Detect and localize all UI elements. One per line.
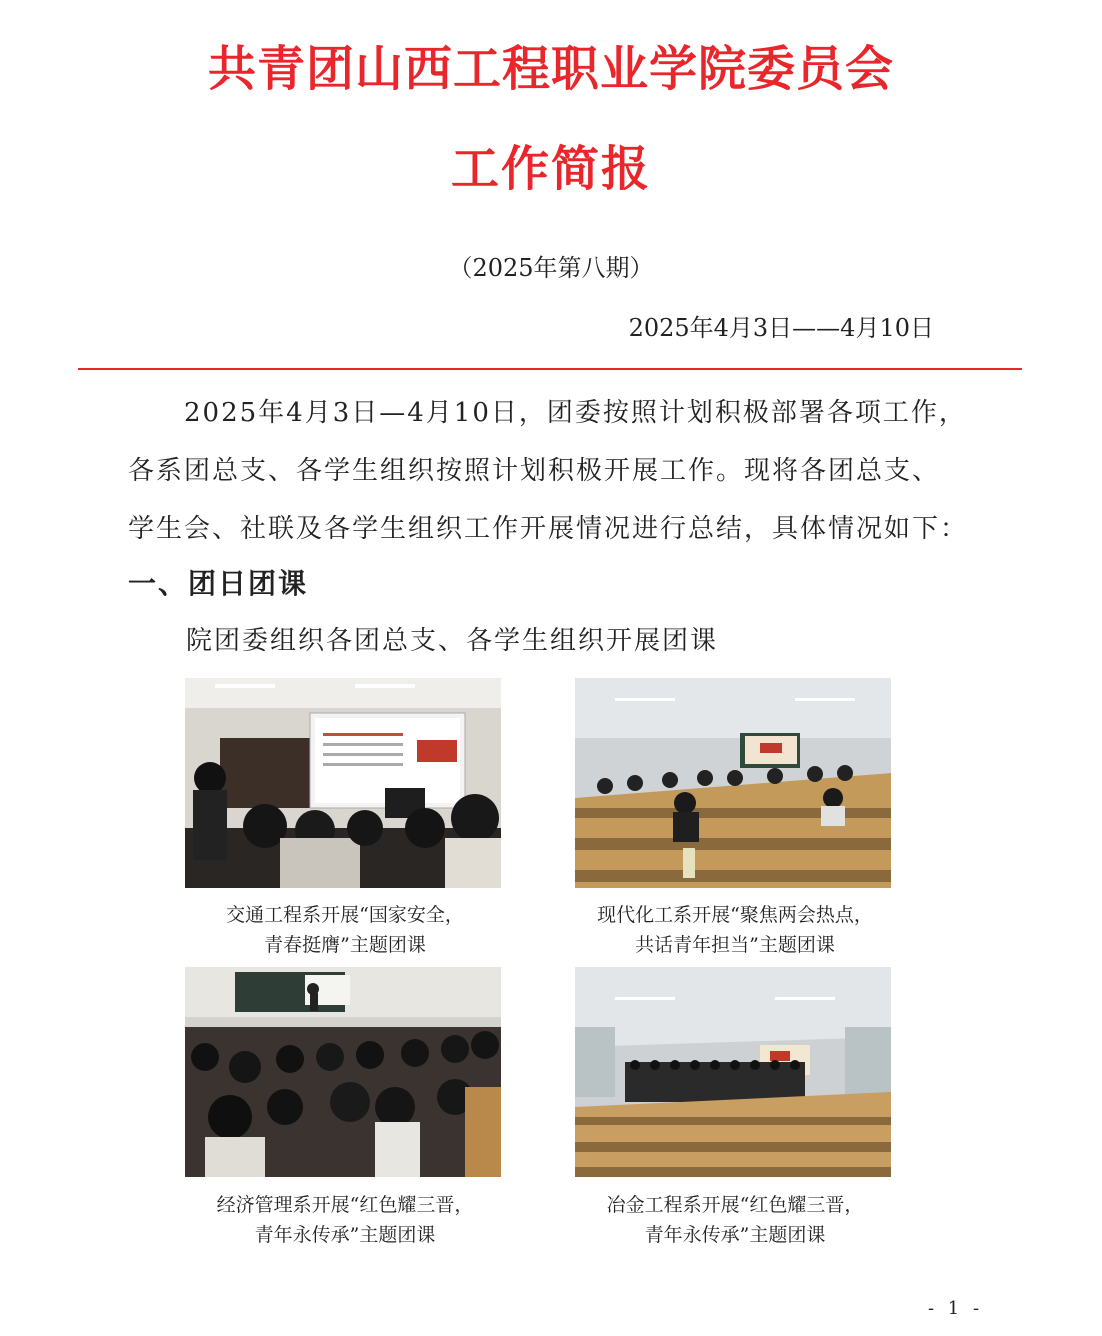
- date-range: 2025年4月3日——4月10日: [628, 314, 934, 342]
- issue-number: （2025年第八期）: [448, 254, 654, 282]
- section-text: 院团委组织各团总支、各学生组织开展团课: [186, 626, 719, 656]
- intro-line: 2025年4月3日—4月10日，团委按照计划积极部署各项工作，: [184, 398, 967, 428]
- photo-economic-management: [185, 967, 501, 1177]
- bulletin-title: 共青团山西工程职业学院委员会: [207, 41, 894, 97]
- photo-caption: 现代化工系开展“聚焦两会热点， 共话青年担当”主题团课: [597, 904, 873, 956]
- photo-caption: 经济管理系开展“红色耀三晋， 青年永传承”主题团课: [216, 1194, 474, 1246]
- bulletin-subtitle: 工作简报: [450, 141, 651, 197]
- red-divider: [78, 368, 1022, 370]
- intro-line: 学生会、社联及各学生组织工作开展情况进行总结，具体情况如下：: [128, 514, 969, 544]
- photo-caption: 冶金工程系开展“红色耀三晋， 青年永传承”主题团课: [606, 1194, 864, 1246]
- photo-caption: 交通工程系开展“国家安全， 青春挺膺”主题团课: [226, 904, 464, 956]
- photo-metallurgical-engineering: [575, 967, 891, 1177]
- photo-transport-engineering: [185, 678, 501, 888]
- page-number: - 1 -: [928, 1298, 984, 1319]
- photo-modern-chemical: [575, 678, 891, 888]
- section-heading: 一、团日团课: [128, 567, 309, 600]
- intro-paragraph: [128, 384, 988, 558]
- intro-line: 各系团总支、各学生组织按照计划积极开展工作。现将各团总支、: [128, 456, 941, 486]
